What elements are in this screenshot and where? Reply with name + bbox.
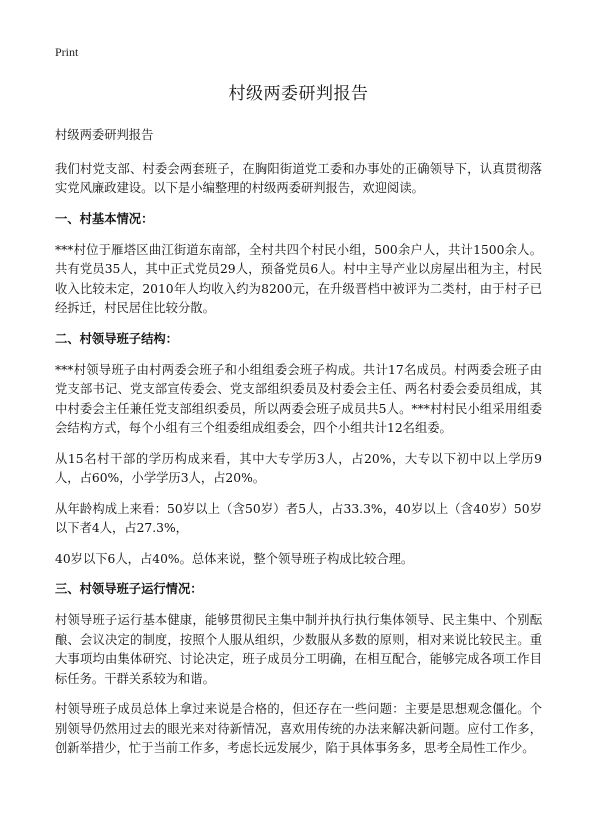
section-heading-basic-info: 一、村基本情况： (55, 211, 154, 226)
section-heading-leadership-structure: 二、村领导班子结构： (55, 331, 178, 346)
intro-paragraph: 我们村党支部、村委会两套班子，在胸阳街道党工委和办事处的正确领导下，认真贯彻落实党风廉政建设。以下是小编整理的村级两委研判报告，欢迎阅读。 (55, 161, 542, 195)
structure-paragraph: ***村领导班子由村两委会班子和小组组委会班子构成。共计17名成员。村两委会班子由党支部书记、党支部宣传委会、党支部组织委员及村委会主任、两名村委会委员组成，其中村委会主任兼任党支部组织委员，所以两委会班子成员共5人。***村村民小组采用组委会结构方式，每个小组有三个组委组成组委会，四个小组共计12名组委。 (55, 362, 542, 435)
education-paragraph: 从15名村干部的学历构成来看，其中大专学历3人，占20%，大专以下初中以上学历9人，占60%，小学学历3人，占20%。 (55, 451, 542, 485)
section-operation (55, 580, 542, 759)
print-link[interactable]: Print (55, 45, 79, 59)
section-leadership-structure (55, 330, 542, 570)
section-heading-operation: 三、村领导班子运行情况： (55, 582, 203, 596)
document-title: 村级两委研判报告 (228, 84, 369, 104)
age-summary-paragraph: 40岁以下6人，占40%。总体来说，整个领导班子构成比较合理。 (55, 551, 414, 566)
document-subtitle: 村级两委研判报告 (55, 128, 154, 142)
section-basic-info (55, 210, 542, 319)
basic-info-paragraph: ***村位于雁塔区曲江街道东南部，全村共四个村民小组，500余户人，共计1500余人。共有党员35人，其中正式党员29人，预备党员6人。村中主导产业以房屋出租为主，村民收入比较未定，2010年人均收入约为8200元，在升级晋档中被评为二类村，由于村子已经拆迁，村民居住比较分散。 (55, 242, 542, 315)
operation-paragraph: 村领导班子运行基本健康，能够贯彻民主集中制并执行执行集体领导、民主集中、个别酝酿、会议决定的制度，按照个人服从组织，少数服从多数的原则，相对来说比较民主。重大事项均由集体研究、讨论决定，班子成员分工明确，在相互配合，能够完成各项工作目标任务。干群关系较为和谐。 (55, 613, 542, 686)
problems-paragraph: 村领导班子成员总体上拿过来说是合格的，但还存在一些问题：主要是思想观念僵化。个别领导仍然用过去的眼光来对待新情况，喜欢用传统的办法来解决新问题。应付工作多，创新举措少，忙于当前工作多，考虑长远发展少，陷于具体事务多，思考全局性工作少。 (55, 702, 542, 755)
age-paragraph: 从年龄构成上来看：50岁以上（含50岁）者5人，占33.3%，40岁以上（含40岁）50岁以下者4人，占27.3%， (55, 501, 542, 535)
